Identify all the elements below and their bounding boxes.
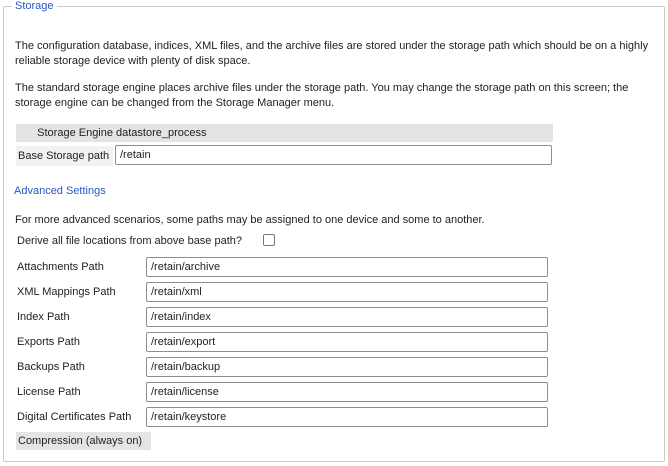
intro-paragraph-1: The configuration database, indices, XML files, and the archive files are stored under the storage path which should be on a highly reliable storage device with plenty of disk space. xyxy=(15,40,649,67)
digital-certificates-path-input[interactable] xyxy=(146,407,548,427)
backups-path-input[interactable] xyxy=(146,357,548,377)
base-storage-path-input[interactable] xyxy=(115,145,552,165)
exports-path-label: Exports Path xyxy=(17,336,80,348)
derive-paths-label: Derive all file locations from above base path? xyxy=(17,235,243,247)
advanced-settings-link[interactable]: Advanced Settings xyxy=(14,185,106,197)
index-path-input[interactable] xyxy=(146,307,548,327)
storage-engine-label: Storage Engine xyxy=(37,127,113,139)
advanced-description: For more advanced scenarios, some paths may be assigned to one device and some to another. xyxy=(15,214,485,226)
index-path-label: Index Path xyxy=(17,311,70,323)
derive-paths-checkbox[interactable] xyxy=(263,234,275,246)
exports-path-input[interactable] xyxy=(146,332,548,352)
xml-mappings-path-input[interactable] xyxy=(146,282,548,302)
storage-engine-value: datastore_process xyxy=(116,127,207,139)
storage-legend: Storage xyxy=(12,0,57,13)
license-path-input[interactable] xyxy=(146,382,548,402)
compression-label: Compression (always on) xyxy=(16,432,151,450)
intro-paragraph-2: The standard storage engine places archive files under the storage path. You may change the storage path on this screen; the storage engine can be changed from the Storage Manager menu. xyxy=(15,82,629,109)
license-path-label: License Path xyxy=(17,386,81,398)
base-storage-path-label: Base Storage path xyxy=(16,146,113,166)
attachments-path-input[interactable] xyxy=(146,257,548,277)
storage-engine-row xyxy=(16,124,553,142)
backups-path-label: Backups Path xyxy=(17,361,85,373)
digital-certificates-path-label: Digital Certificates Path xyxy=(17,411,132,423)
attachments-path-label: Attachments Path xyxy=(17,261,104,273)
xml-mappings-path-label: XML Mappings Path xyxy=(17,286,116,298)
